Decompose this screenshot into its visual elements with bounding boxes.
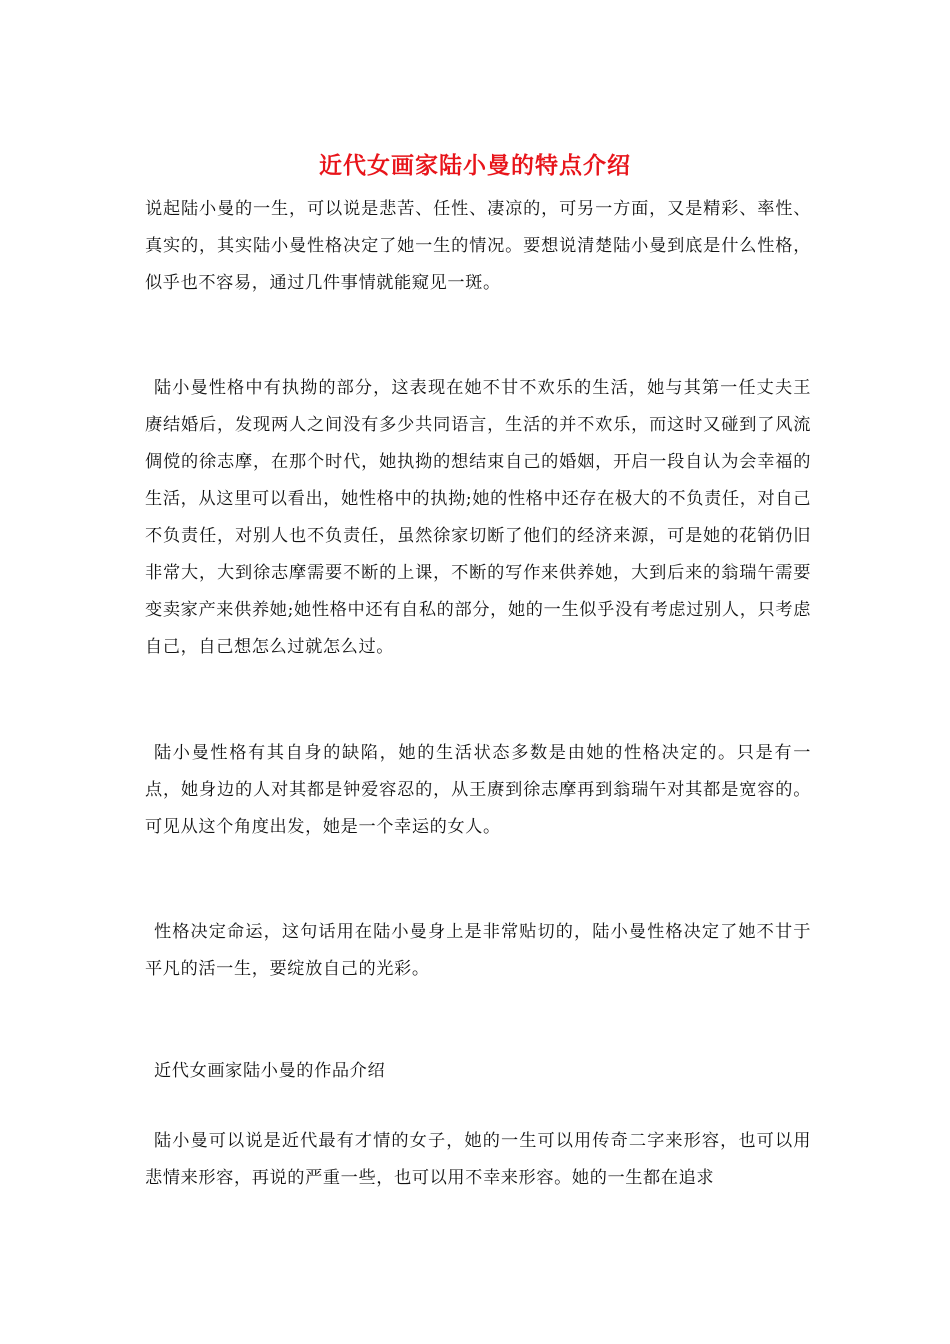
paragraph-intro: 说起陆小曼的一生，可以说是悲苦、任性、凄凉的，可另一方面，又是精彩、率性、真实的，其实陆小曼性格决定了她一生的情况。要想说清楚陆小曼到底是什么性格，似乎也不容易，通过几件事情就能窥见一斑。 bbox=[145, 199, 811, 293]
paragraph-stubborn-personality: 陆小曼性格中有执拗的部分，这表现在她不甘不欢乐的生活，她与其第一任丈夫王赓结婚后，发现两人之间没有多少共同语言，生活的并不欢乐，而这时又碰到了风流倜傥的徐志摩，在那个时代，她执拗的想结束自己的婚姻，开启一段自认为会幸福的生活，从这里可以看出，她性格中的执拗;她的性格中还存在极大的不负责任，对自己不负责任，对别人也不负责任，虽然徐家切断了他们的经济来源，可是她的花销仍旧非常大，大到徐志摩需要不断的上课，不断的写作来供养她，大到后来的翁瑞午需要变卖家产来供养她;她性格中还有自私的部分，她的一生似乎没有考虑过别人，只考虑自己，自己想怎么过就怎么过。 bbox=[145, 378, 811, 657]
paragraph-works-intro: 陆小曼可以说是近代最有才情的女子，她的一生可以用传奇二字来形容，也可以用悲情来形容，再说的严重一些，也可以用不幸来形容。她的一生都在追求 bbox=[145, 1131, 811, 1188]
section-heading-works: 近代女画家陆小曼的作品介绍 bbox=[154, 1061, 386, 1081]
paragraph-personality-flaws: 陆小曼性格有其自身的缺陷，她的生活状态多数是由她的性格决定的。只是有一点，她身边的人对其都是钟爱容忍的，从王赓到徐志摩再到翁瑞午对其都是宽容的。可见从这个角度出发，她是一个幸运的女人。 bbox=[145, 743, 811, 837]
paragraph-character-fate: 性格决定命运，这句话用在陆小曼身上是非常贴切的，陆小曼性格决定了她不甘于平凡的活一生，要绽放自己的光彩。 bbox=[145, 922, 811, 979]
document-title: 近代女画家陆小曼的特点介绍 bbox=[319, 152, 631, 179]
